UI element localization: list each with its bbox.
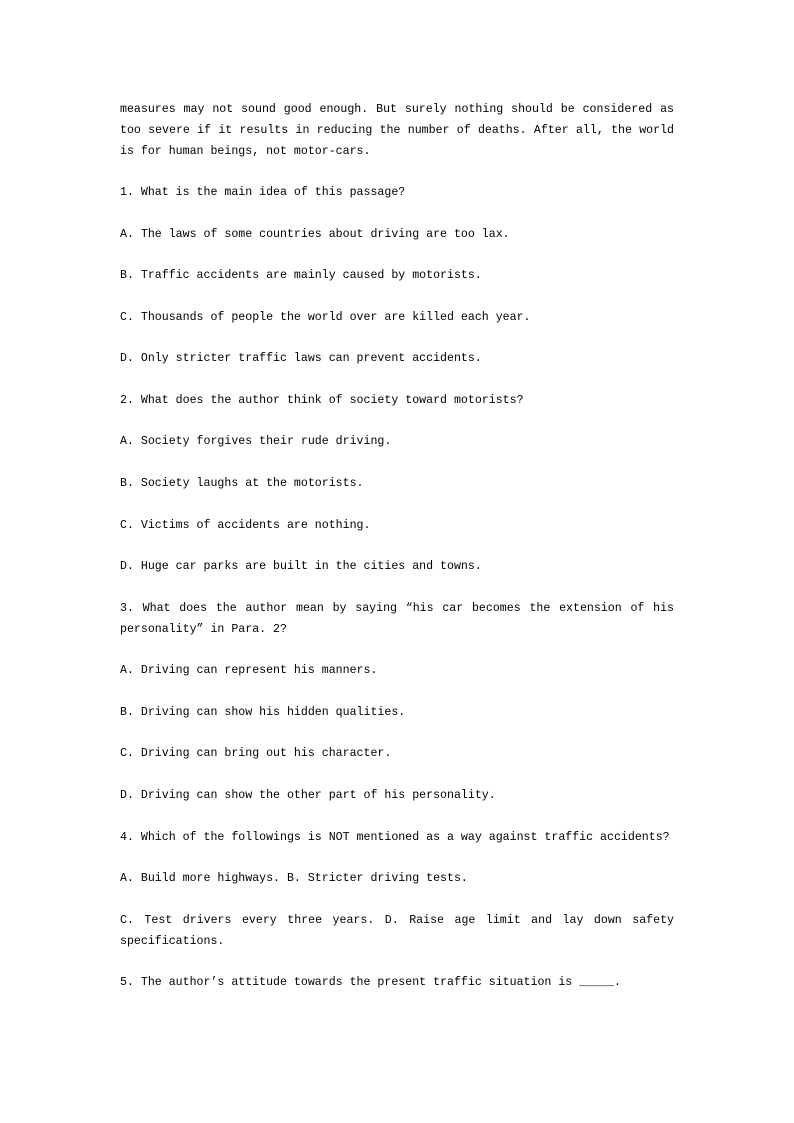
question-4: 4. Which of the followings is NOT mentioned as a way against traffic accidents? (120, 831, 670, 844)
q3-option-c: C. Driving can bring out his character. (120, 747, 392, 760)
q1-option-d: D. Only stricter traffic laws can prevent accidents. (120, 352, 482, 365)
q1-option-c: C. Thousands of people the world over are killed each year. (120, 311, 531, 324)
question-2: 2. What does the author think of society toward motorists? (120, 394, 524, 407)
q2-option-c: C. Victims of accidents are nothing. (120, 519, 371, 532)
q2-option-d: D. Huge car parks are built in the cities and towns. (120, 560, 482, 573)
question-3: 3. What does the author mean by saying “his car becomes the extension of his personality” in Para. 2? (120, 602, 674, 636)
passage-ending: measures may not sound good enough. But surely nothing should be considered as too severe if it results in reducing the number of deaths. After all, the world is for human beings, not motor-cars. (120, 103, 674, 158)
q3-option-a: A. Driving can represent his manners. (120, 664, 378, 677)
q2-option-a: A. Society forgives their rude driving. (120, 435, 392, 448)
q3-option-d: D. Driving can show the other part of his personality. (120, 789, 496, 802)
q4-options-a-b: A. Build more highways. B. Stricter driving tests. (120, 872, 468, 885)
q4-options-c-d: C. Test drivers every three years. D. Raise age limit and lay down safety specifications. (120, 914, 674, 948)
question-5: 5. The author’s attitude towards the present traffic situation is _____. (120, 976, 621, 989)
q3-option-b: B. Driving can show his hidden qualities. (120, 706, 406, 719)
q1-option-b: B. Traffic accidents are mainly caused by motorists. (120, 269, 482, 282)
q2-option-b: B. Society laughs at the motorists. (120, 477, 364, 490)
q1-option-a: A. The laws of some countries about driving are too lax. (120, 228, 510, 241)
question-1: 1. What is the main idea of this passage? (120, 186, 406, 199)
